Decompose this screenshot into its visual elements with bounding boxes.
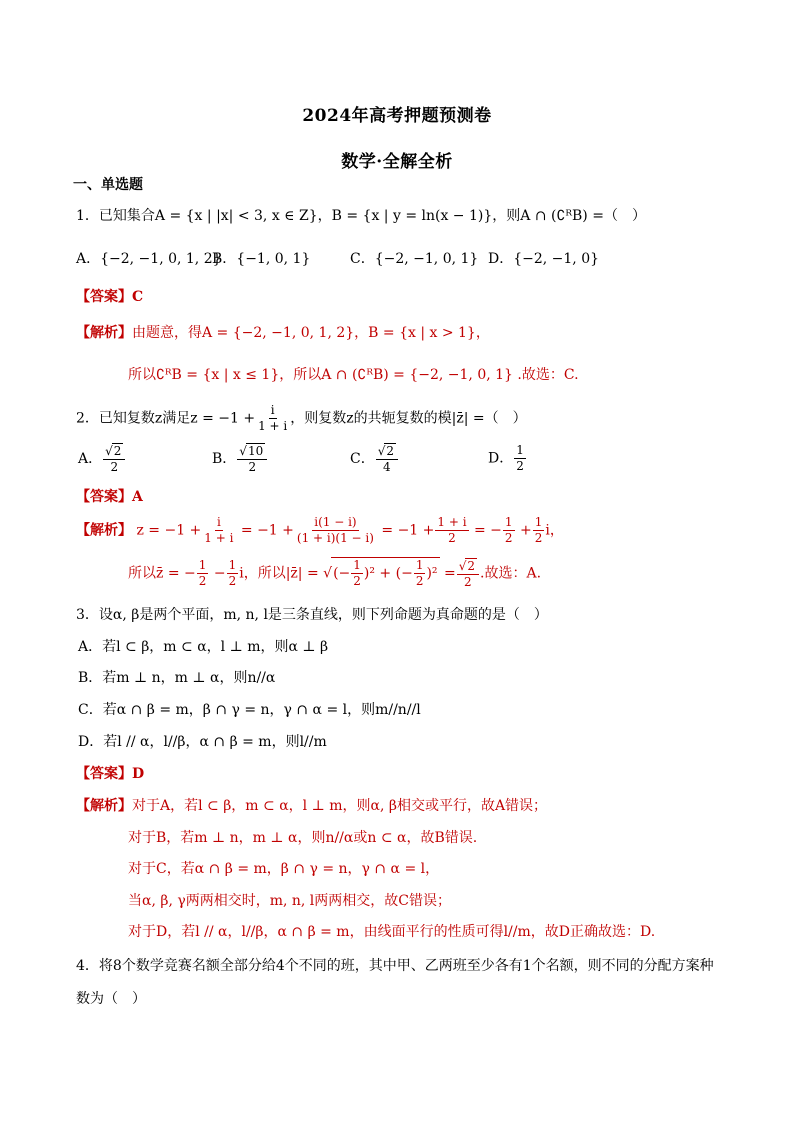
q1-analysis-line-2: 所以∁ᴿB = {x | x ≤ 1}，所以A ∩ (∁ᴿB) = {−2, −1, 0, 1} .故选：C.: [128, 367, 579, 383]
q3-option-d: D．若l // α，l//β，α ∩ β = m，则l//m: [78, 734, 327, 750]
q2-option-b: B． $\frac{√10}{2}$: [212, 443, 268, 475]
q3-answer: 【答案】D: [76, 766, 145, 782]
q3-stem: 3．设α, β是两个平面，m, n, l是三条直线，则下列命题为真命题的是（ ）: [76, 607, 548, 623]
q2-fraction: $\frac{i}{1 + i}$: [258, 403, 288, 433]
q1-option-b: B．{−1, 0, 1}: [212, 251, 311, 267]
q3-analysis-line-4: 当α, β, γ两两相交时，m, n, l两两相交，故C错误；: [128, 893, 451, 909]
q2-option-c: C． $\frac{√2}{4}$: [350, 443, 399, 475]
analysis-label: 【解析】: [76, 325, 132, 341]
q2-option-d: D． $\frac{1}{2}$: [488, 443, 524, 473]
q3-option-a: A．若l ⊂ β，m ⊂ α，l ⊥ m，则α ⊥ β: [78, 639, 329, 655]
q1-option-d: D．{−2, −1, 0}: [488, 251, 600, 267]
q4-stem-line-1: 4．将8个数学竞赛名额全部分给4个不同的班，其中甲、乙两班至少各有1个名额，则不同的分配方案种: [76, 958, 714, 974]
q1-option-a: A．{−2, −1, 0, 1, 2}: [76, 251, 222, 267]
q4-stem-line-2: 数为（ ）: [76, 991, 146, 1007]
page-subtitle: 数学·全解全析: [341, 152, 453, 172]
q2-analysis-line-2: 所以z̄ = − $\frac{1}{2}$ − $\frac{1}{2}$ i，所以|z̄| = √(− $\frac{1}{2}$ )² + (− $\frac{1}{2}$ )² = $\frac{√2}{2}$ .故选：A.: [128, 558, 542, 589]
q3-analysis-line-2: 对于B，若m ⊥ n，m ⊥ α，则n//α或n ⊂ α，故B错误.: [128, 830, 478, 846]
q3-analysis-line-5: 对于D，若l // α，l//β，α ∩ β = m，由线面平行的性质可得l//m，故D正确故选：D.: [128, 924, 656, 940]
q3-option-c: C．若α ∩ β = m，β ∩ γ = n，γ ∩ α = l，则m//n//l: [78, 702, 421, 718]
q1-answer: [76, 286, 143, 306]
q1-analysis-line-1: 【解析】由题意，得A = {−2, −1, 0, 1, 2}，B = {x | x > 1}，: [76, 325, 490, 341]
q3-analysis-line-1: 【解析】对于A，若l ⊂ β，m ⊂ α，l ⊥ m，则α, β相交或平行，故A错误；: [76, 798, 548, 814]
answer-value: C: [132, 289, 144, 305]
q2-analysis-line-1: 【解析】 z = −1 + $\frac{i}{1 + i}$ = −1 + $\frac{i(1 - i)}{(1 + i)(1 - i)}$ = −1 + $\frac{1 + i}{2}$ = − $\frac{1}{2}$ + $\frac{1}{2}$ i，: [76, 515, 564, 545]
q2-stem: 2．已知复数z满足z = −1 + $\frac{i}{1 + i}$ ，则复数z的共轭复数的模|z̄| =（ ）: [76, 403, 527, 433]
q1-stem: 1．已知集合A = {x | |x| < 3, x ∈ Z}，B = {x | y = ln(x − 1)}，则A ∩ (∁ᴿB) =（ ）: [76, 208, 646, 224]
q2-option-a: A． $\frac{√2}{2}$: [78, 443, 126, 475]
q3-analysis-line-3: 对于C，若α ∩ β = m，β ∩ γ = n，γ ∩ α = l，: [128, 861, 440, 877]
q2-answer: 【答案】A: [76, 489, 143, 505]
page-title: 2024年高考押题预测卷: [302, 106, 492, 126]
q3-option-b: B．若m ⊥ n，m ⊥ α，则n//α: [78, 670, 276, 686]
section-heading: 一、单选题: [73, 177, 143, 193]
answer-label: 【答案】: [76, 289, 132, 305]
q1-option-c: C．{−2, −1, 0, 1}: [350, 251, 479, 267]
